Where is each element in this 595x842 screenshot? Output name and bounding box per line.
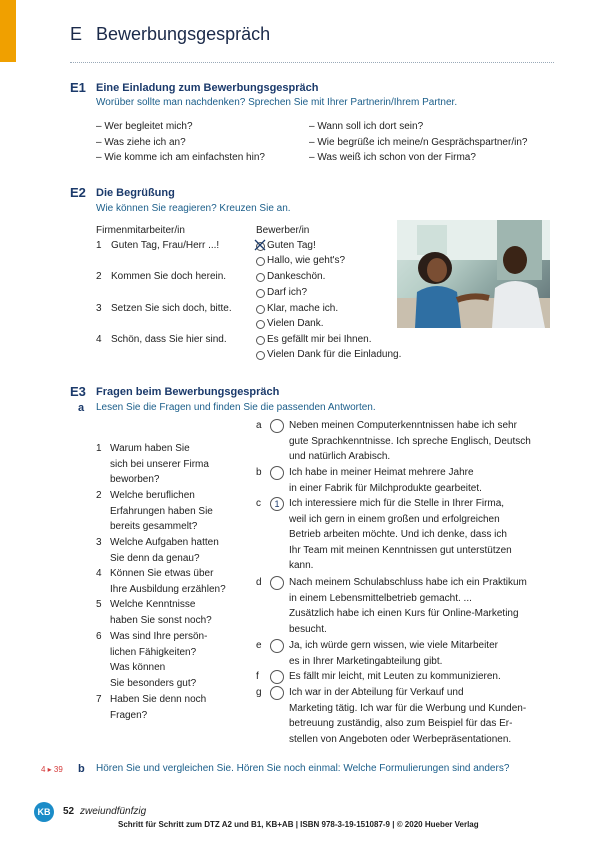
exercise-number-e3: E3 xyxy=(70,384,86,399)
e1-question: – Wie begrüße ich meine/n Gesprächspartner/in? xyxy=(309,137,528,148)
answer-letter: b xyxy=(256,467,262,478)
exercise-instruction-e2: Wie können Sie reagieren? Kreuzen Sie an. xyxy=(96,203,291,214)
subtask-letter-a: a xyxy=(78,402,85,414)
answer-text-line: kann. xyxy=(289,560,314,572)
section-color-bar xyxy=(0,0,16,62)
question-text-line: Sie besonders gut? xyxy=(110,677,197,689)
answer-text-line: besucht. xyxy=(289,623,327,635)
option-radio[interactable] xyxy=(256,305,265,314)
answer-text-line: Ja, ich würde gern wissen, wie viele Mitarbeiter xyxy=(289,640,498,651)
e1-question: – Wie komme ich am einfachsten hin? xyxy=(96,152,265,163)
answer-letter: g xyxy=(256,687,262,698)
option-label: Vielen Dank. xyxy=(267,318,324,329)
answer-text-line: stellen von Angeboten oder Werbepräsentationen. xyxy=(289,733,512,745)
answer-letter: a xyxy=(256,420,262,431)
column-header-employee: Firmenmitarbeiter/in xyxy=(96,225,185,236)
question-text-line: lichen Fähigkeiten? xyxy=(110,646,197,658)
e1-question: – Wann soll ich dort sein? xyxy=(309,121,424,132)
question-text-line: Erfahrungen haben Sie xyxy=(110,505,213,517)
e2-item-text: Schön, dass Sie hier sind. xyxy=(111,334,227,345)
exercise-instruction-e1: Worüber sollte man nachdenken? Sprechen Sie mit Ihrer Partnerin/Ihrem Partner. xyxy=(96,97,458,108)
e2-item-text: Guten Tag, Frau/Herr ...! xyxy=(111,240,220,251)
header-divider xyxy=(70,62,554,63)
e2-item-number: 1 xyxy=(96,240,102,251)
answer-text-line: Ich war in der Abteilung für Verkauf und xyxy=(289,687,464,698)
option-label: Vielen Dank für die Einladung. xyxy=(267,349,402,360)
question-number: 4 xyxy=(96,568,102,579)
question-text-line: Haben Sie denn noch xyxy=(110,694,207,705)
option-label: Klar, mache ich. xyxy=(267,303,339,314)
answer-number-circle[interactable] xyxy=(270,670,284,684)
answer-text-line: Es fällt mir leicht, mit Leuten zu kommunizieren. xyxy=(289,671,501,682)
handshake-photo xyxy=(397,220,550,328)
option-radio[interactable] xyxy=(256,273,265,282)
e2-item-number: 4 xyxy=(96,334,102,345)
question-text-line: haben Sie sonst noch? xyxy=(110,614,212,626)
option-radio[interactable] xyxy=(256,289,265,298)
answer-letter: d xyxy=(256,577,262,588)
question-number: 7 xyxy=(96,694,102,705)
option-label: Es gefällt mir bei Ihnen. xyxy=(267,334,372,345)
column-header-applicant: Bewerber/in xyxy=(256,225,310,236)
audio-track-label[interactable]: 4 ▸ 39 xyxy=(41,765,63,774)
question-text-line: Fragen? xyxy=(110,709,148,721)
exercise-title-e1: Eine Einladung zum Bewerbungsgespräch xyxy=(96,82,319,94)
question-number: 2 xyxy=(96,490,102,501)
question-text-line: Was sind Ihre persön- xyxy=(110,631,208,642)
question-text-line: bereits gesammelt? xyxy=(110,521,198,533)
e1-question: – Was weiß ich schon von der Firma? xyxy=(309,152,476,163)
question-text-line: Können Sie etwas über xyxy=(110,568,214,579)
answer-number-circle[interactable] xyxy=(270,419,284,433)
e2-item-number: 3 xyxy=(96,303,102,314)
section-letter: E xyxy=(70,24,83,44)
exercise-title-e2: Die Begrüßung xyxy=(96,187,175,199)
question-text-line: Was können xyxy=(110,662,166,674)
question-text-line: Welche Aufgaben hatten xyxy=(110,537,219,548)
answer-letter: c xyxy=(256,498,261,509)
subtask-letter-b: b xyxy=(78,763,85,775)
answer-text-line: Ich interessiere mich für die Stelle in Ihrer Firma, xyxy=(289,498,505,509)
question-text-line: Welche beruflichen xyxy=(110,490,195,501)
answer-letter: e xyxy=(256,640,262,651)
exercise-number-e2: E2 xyxy=(70,185,86,200)
question-number: 6 xyxy=(96,631,102,642)
page-number-word: zweiundfünfzig xyxy=(80,806,147,817)
answer-number-circle[interactable]: 1 xyxy=(270,497,284,511)
option-radio[interactable] xyxy=(256,336,265,345)
answer-text-line: Zusätzlich habe ich einen Kurs für Online-Marketing xyxy=(289,608,519,620)
answer-text-line: betreuung zuständig, also zum Beispiel für das Er- xyxy=(289,718,513,730)
answer-text-line: gute Sprachkenntnisse. Ich spreche Englisch, Deutsch xyxy=(289,435,531,447)
option-radio[interactable] xyxy=(256,257,265,266)
exercise-number-e1: E1 xyxy=(70,80,86,95)
answer-text-line: in einer Fabrik für Milchprodukte gearbeitet. xyxy=(289,482,482,494)
question-number: 1 xyxy=(96,443,102,454)
option-label: Dankeschön. xyxy=(267,271,326,282)
question-text-line: beworben? xyxy=(110,474,160,486)
cross-mark-icon xyxy=(253,238,267,252)
answer-text-line: Marketing tätig. Ich war für die Werbung und Kunden- xyxy=(289,702,527,714)
e2-item-number: 2 xyxy=(96,271,102,282)
answer-text-line: Neben meinen Computerkenntnissen habe ich sehr xyxy=(289,420,517,431)
answer-text-line: Ich habe in meiner Heimat mehrere Jahre xyxy=(289,467,474,478)
subtask-instruction-b: Hören Sie und vergleichen Sie. Hören Sie noch einmal: Welche Formulierungen sind anders? xyxy=(96,763,510,774)
answer-number-circle[interactable] xyxy=(270,639,284,653)
question-text-line: Ihre Ausbildung erzählen? xyxy=(110,583,226,595)
subtask-instruction-a: Lesen Sie die Fragen und finden Sie die passenden Antworten. xyxy=(96,402,376,413)
answer-text-line: und natürlich Arabisch. xyxy=(289,451,391,463)
exercise-title-e3: Fragen beim Bewerbungsgespräch xyxy=(96,386,280,398)
option-label: Hallo, wie geht's? xyxy=(267,255,346,266)
answer-text-line: Nach meinem Schulabschluss habe ich ein Praktikum xyxy=(289,577,527,588)
e1-question: – Was ziehe ich an? xyxy=(96,137,186,148)
kb-badge: KB xyxy=(34,802,54,822)
question-text-line: sich bei unserer Firma xyxy=(110,458,209,470)
e2-item-text: Setzen Sie sich doch, bitte. xyxy=(111,303,232,314)
answer-number-circle[interactable] xyxy=(270,466,284,480)
e2-item-text: Kommen Sie doch herein. xyxy=(111,271,227,282)
question-text-line: Sie denn da genau? xyxy=(110,552,200,564)
question-number: 3 xyxy=(96,537,102,548)
answer-text-line: weil ich gern in einem großen und erfolgreichen xyxy=(289,513,500,525)
option-radio[interactable] xyxy=(256,320,265,329)
question-number: 5 xyxy=(96,599,102,610)
section-title: Bewerbungsgespräch xyxy=(96,24,271,44)
answer-number-circle[interactable] xyxy=(270,686,284,700)
option-label: Darf ich? xyxy=(267,287,308,298)
question-text-line: Welche Kenntnisse xyxy=(110,599,196,610)
answer-text-line: Betrieb arbeiten möchte. Und ich denke, dass ich xyxy=(289,529,507,541)
answer-number-circle[interactable] xyxy=(270,576,284,590)
answer-text-line: Ihr Team mit meinen Kenntnissen gut unterstützen xyxy=(289,544,512,556)
option-radio[interactable] xyxy=(256,351,265,360)
footer-credit: Schritt für Schritt zum DTZ A2 und B1, KB+AB | ISBN 978-3-19-151087-9 | © 2020 Hueber Verlag xyxy=(118,820,479,829)
question-text-line: Warum haben Sie xyxy=(110,443,190,454)
option-label: Guten Tag! xyxy=(267,240,316,251)
page-number: 52 xyxy=(63,806,75,817)
answer-text-line: in einem Lebensmittelbetrieb gemacht. ... xyxy=(289,592,472,604)
answer-text-line: es in Ihrer Marketingabteilung gibt. xyxy=(289,655,443,667)
answer-letter: f xyxy=(256,671,259,682)
e1-question: – Wer begleitet mich? xyxy=(96,121,193,132)
